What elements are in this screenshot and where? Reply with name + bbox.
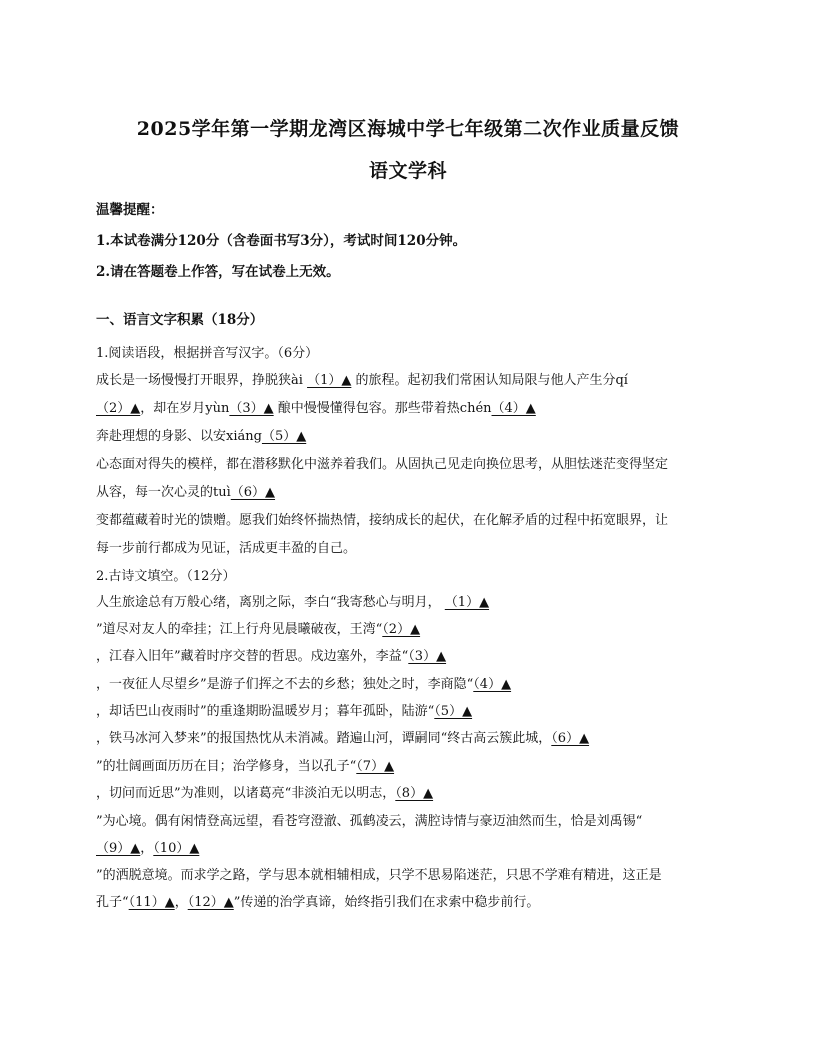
q2-line [96, 620, 728, 640]
q2-text: ，一夜征人尽望乡”是游子们挥之不去的乡愁；独处之时，李商隐“ [96, 677, 474, 692]
answer-blank: （7）▲ [356, 759, 395, 774]
answer-blank: （8）▲ [395, 786, 434, 801]
answer-blank: （2）▲ [382, 622, 421, 637]
q1-line: 变都蕴藏着时光的馈赠。愿我们始终怀揣热情，接纳成长的起伏，在化解矛盾的过程中拓宽眼界，让 [96, 513, 669, 528]
answer-blank: （1）▲ [307, 373, 352, 388]
answer-blank: （4）▲ [491, 401, 536, 416]
q2-text: 孔子“ [96, 895, 129, 910]
q2-line [96, 647, 728, 667]
q2-line [96, 893, 728, 913]
q2-text: ，江春入旧年”藏着时序交替的哲思。戍边塞外，李益“ [96, 649, 409, 664]
q2-line [96, 839, 728, 859]
answer-blank: （6）▲ [230, 485, 276, 500]
document-title: 2025学年第一学期龙湾区海城中学七年级第二次作业质量反馈 [136, 118, 680, 140]
q1-line: 每一步前行都成为见证，活成更丰盈的自己。 [96, 541, 357, 556]
q1-line [96, 371, 728, 391]
q2-text: ”道尽对友人的牵挂；江上行舟见晨曦破夜，王湾“ [96, 622, 383, 637]
answer-blank: （12）▲ [187, 895, 234, 910]
q2-line [96, 784, 728, 804]
q1-line: 心态面对得失的模样，都在潜移默化中滋养着我们。从固执己见走向换位思考，从胆怯迷茫变得坚定 [96, 457, 669, 472]
q2-text: ”传递的治学真谛，始终指引我们在求索中稳步前行。 [233, 895, 540, 910]
answer-blank: （1）▲ [444, 595, 490, 610]
answer-blank: （10）▲ [153, 841, 200, 856]
q2-line [96, 675, 728, 695]
document-subtitle: 语文学科 [368, 160, 447, 182]
q2-line: ”为心境。偶有闲情登高远望，看苍穹澄澈、孤鹤凌云，满腔诗情与豪迈油然而生，恰是刘禹锡“ [96, 814, 643, 829]
notice-heading: 温馨提醒： [96, 202, 164, 218]
q2-line [96, 757, 728, 777]
answer-blank: （2）▲ [96, 401, 141, 416]
answer-blank: （5）▲ [434, 704, 473, 719]
q1-text: ，却在岁月yùn [140, 401, 230, 416]
q2-text: ， [174, 895, 188, 910]
q2-line [96, 702, 728, 722]
q2-line [96, 593, 728, 613]
q1-text: 的旅程。起初我们常困认知局限与他人产生分qí [355, 373, 628, 388]
q2-stem: 2.古诗文填空。（12分） [96, 569, 236, 584]
answer-blank: （11）▲ [128, 895, 175, 910]
q1-line [96, 399, 728, 419]
q1-stem: 1.阅读语段，根据拼音写汉字。（6分） [96, 346, 319, 361]
answer-blank: （3）▲ [229, 401, 274, 416]
q2-text: ，铁马冰河入梦来”的报国热忱从未消减。踏遍山河，谭嗣同“终古高云簇此城， [96, 731, 552, 746]
q1-text: 酿中慢慢懂得包容。那些带着热chén [277, 401, 492, 416]
q2-text: ，却话巴山夜雨时”的重逢期盼温暖岁月；暮年孤卧，陆游“ [96, 704, 435, 719]
q2-line [96, 729, 728, 749]
q2-text: 人生旅途总有万般心绪，离别之际，李白“我寄愁心与明月， [96, 595, 441, 610]
q1-text: 奔赴理想的身影、以安xiáng [96, 429, 262, 444]
answer-blank: （9）▲ [96, 841, 141, 856]
q1-text: 从容，每一次心灵的tuì [96, 485, 231, 500]
q1-text: 成长是一场慢慢打开眼界，挣脱狭ài [96, 373, 303, 388]
q1-line [96, 483, 728, 503]
answer-blank: （6）▲ [551, 731, 590, 746]
q2-text: ， [140, 841, 154, 856]
answer-blank: （3）▲ [408, 649, 447, 664]
section-1-heading: 一、语言文字积累（18分） [96, 312, 264, 328]
q1-line [96, 427, 728, 447]
q2-text: ”的壮阔画面历历在目；治学修身，当以孔子“ [96, 759, 357, 774]
answer-blank: （5）▲ [261, 429, 307, 444]
answer-blank: （4）▲ [473, 677, 512, 692]
notice-item-1: 1.本试卷满分120分（含卷面书写3分），考试时间120分钟。 [96, 233, 467, 249]
notice-item-2: 2.请在答题卷上作答，写在试卷上无效。 [96, 264, 340, 280]
q2-text: ，切问而近思”为准则，以诸葛亮“非淡泊无以明志， [96, 786, 396, 801]
q2-line: ”的洒脱意境。而求学之路，学与思本就相辅相成，只学不思易陷迷茫，只思不学难有精进，这正是 [96, 868, 662, 883]
